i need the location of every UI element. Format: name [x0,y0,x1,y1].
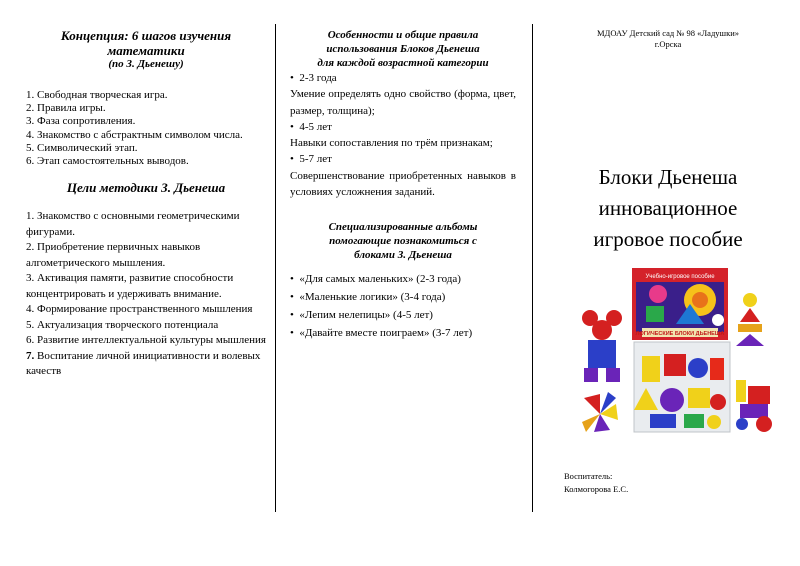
organization-name: МДОАУ Детский сад № 98 «Ладушки» [596,28,740,38]
bullet-icon: • [290,72,294,84]
age-label: 5-7 лет [299,153,332,166]
block-figure-robot [736,380,772,432]
blocks-box-image [632,268,730,432]
teacher-name: Колмогорова Е.С. [564,484,629,494]
stages-list [26,89,266,168]
stage-item: 6. Этап самостоятельных выводов. [26,155,189,168]
albums-list [290,270,516,342]
bullet-icon: • [290,120,294,133]
album-item [290,270,516,288]
goal-item: 4. Формирование пространственного мышления [26,303,253,316]
goal-text: Воспитание личной инициативности и волевых качеств [26,349,261,378]
stage-item: 2. Правила игры. [26,102,106,115]
album-name: «Маленькие логики» (3-4 года) [299,291,446,304]
goal-number: 7. [26,349,35,362]
albums-title-line: блоками З. Дьенеша [354,249,452,262]
album-item [290,324,516,342]
dienes-blocks-photo [580,264,776,438]
column-cover [552,28,784,528]
column-divider-left [275,24,276,512]
stage-item: 3. Фаза сопротивления. [26,115,136,128]
concept-subtitle: (по З. Дьенешу) [108,58,184,70]
age-label: 2-3 года [299,72,337,84]
bullet-icon: • [290,153,294,166]
stage-item: 4. Знакомство с абстрактным символом числа. [26,128,243,141]
goal-item [26,349,266,380]
box-top-label: Учебно-игровое пособие [645,274,715,280]
goals-list [26,209,266,380]
concept-title: Концепция: 6 шагов изучения математики [60,28,232,58]
cover-title [552,162,784,255]
cover-title-line: игровое пособие [593,227,743,251]
rules-title [290,28,516,70]
album-name: «Лепим нелепицы» (4-5 лет) [299,309,433,322]
age-description: Совершенствование приобретенных навыков в условиях усложнения заданий. [290,169,516,199]
column-rules [290,28,516,342]
teacher-block [564,470,628,496]
rules-title-line: использования Блоков Дьенеша [326,43,480,55]
goal-item: 2. Приобретение первичных навыков алгометрического мышления. [26,241,201,269]
album-item [290,288,516,306]
cover-title-line: Блоки Дьенеша [598,165,738,189]
bullet-icon: • [290,327,294,340]
rules-title-line: для каждой возрастной категории [317,57,489,69]
block-figure-mouse [582,310,622,382]
album-name: «Давайте вместе поиграем» (3-7 лет) [299,327,473,340]
organization-city: г.Орска [654,39,682,49]
age-group [290,151,516,200]
album-name: «Для самых маленьких» (2-3 года) [299,273,461,286]
block-figure-pinwheel [582,392,618,432]
cover-title-line: инновационное [598,196,738,220]
bullet-icon: • [290,309,294,322]
albums-title [290,220,516,262]
age-label: 4-5 лет [299,120,332,133]
rules-title-line: Особенности и общие правила [327,29,479,41]
goal-item: 1. Знакомство с основными геометрическими фигурами. [26,210,240,238]
teacher-label: Воспитатель: [564,471,613,481]
albums-title-line: Специализированные альбомы [328,221,478,234]
goal-item: 5. Актуализация творческого потенциала [26,318,219,331]
column-divider-right [532,24,533,512]
goal-item: 3. Активация памяти, развитие способности концентрировать и удерживать внимание. [26,272,234,300]
albums-title-line: помогающие познакомиться с [329,235,477,248]
goals-title: Цели методики З. Дьенеша [66,180,226,196]
album-item [290,306,516,324]
bullet-icon: • [290,273,294,286]
stage-item: 5. Символический этап. [26,141,138,154]
box-title-label: ЛОГИЧЕСКИЕ БЛОКИ ДЬЕНЕША [635,331,725,337]
age-group [290,119,516,152]
goal-item: 6. Развитие интеллектуальной культуры мышления [26,334,266,347]
age-group [290,70,516,119]
bullet-icon: • [290,291,294,304]
stage-item: 1. Свободная творческая игра. [26,89,168,101]
age-description: Навыки сопоставления по трём признакам; [290,137,493,150]
age-description: Умение определять одно свойство (форма, цвет, размер, толщина); [290,88,516,117]
column-concept [26,28,266,380]
block-figure-tower [736,293,764,346]
